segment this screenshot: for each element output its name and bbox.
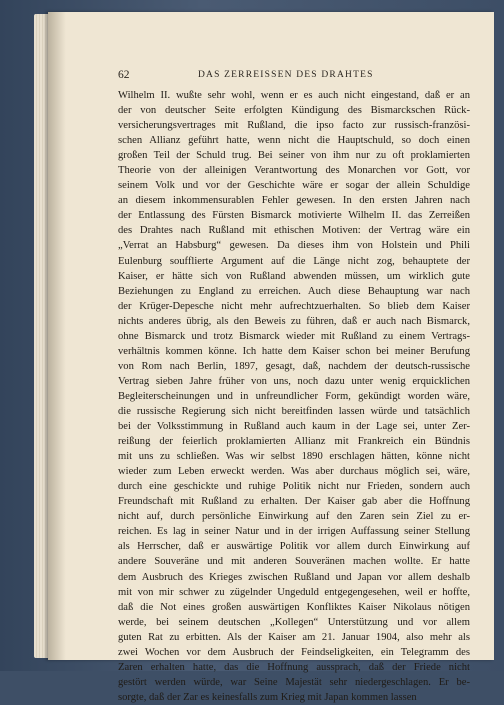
text-line: gestört werden würde, war Seine Majestät sehr niedergeschlagen. Er be- bbox=[118, 676, 470, 688]
text-line: des Drahtes nach Rußland mit ethischen Motiven: der Vertrag wäre ein bbox=[118, 225, 470, 237]
text-line: bei der Volksstimmung in Rußland auch kaum in der Lage sei, unter Zer- bbox=[118, 421, 470, 433]
text-line: zwei Wochen vor dem Ausbruch der Feindseligkeiten, ein Telegramm des bbox=[118, 646, 470, 658]
text-line: daß die Not eines großen auswärtigen Konfliktes Kaiser Nikolaus nötigen bbox=[118, 601, 470, 613]
text-line: werde, bei seinem deutschen „Kollegen“ Unterstützung und vor allem bbox=[118, 616, 470, 628]
text-line: ohne Bismarck und trotz Bismarck wieder mit Rußland zu einem Vertrags- bbox=[118, 330, 470, 342]
text-line: Beziehungen zu England zu erreichen. Auch diese Behauptung war nach bbox=[118, 285, 470, 297]
text-line: großen Teil der Schuld trug. Bei seiner von ihm nur zu oft proklamierten bbox=[118, 150, 470, 162]
page-number: 62 bbox=[118, 69, 130, 81]
text-line: mit von mir schwer zu zügelnder Ungeduld entgegengesehen, weil er hoffte, bbox=[118, 586, 470, 598]
text-line: versicherungsvertrages mit Rußland, die ipso facto zur russisch-französi- bbox=[118, 120, 470, 132]
text-line: reißung der feierlich proklamierten Allianz mit Frankreich ein Bündnis bbox=[118, 436, 470, 448]
text-line: guten Rat zu erbitten. Als der Kaiser am 21. Januar 1904, also mehr als bbox=[118, 631, 470, 643]
body-text bbox=[118, 88, 470, 705]
text-line: der von deutscher Seite erfolgten Kündigung des Bismarckschen Rück- bbox=[118, 105, 470, 117]
text-line: Wilhelm II. wußte sehr wohl, wenn er es auch nicht eingestand, daß er an bbox=[118, 90, 470, 101]
text-line: als Herrscher, daß er auswärtige Politik vor allem durch Einwirkung auf bbox=[118, 541, 470, 553]
text-line: „Verrat an Habsburg“ gewesen. Da dieses ihm von Holstein und Phili bbox=[118, 240, 470, 252]
text-line: Vertrag sieben Jahre früher von uns, noch dazu unter wenig erquicklichen bbox=[118, 375, 470, 387]
running-title: DAS ZERREISSEN DES DRAHTES bbox=[198, 70, 374, 80]
text-line: dem Ausbruch des Krieges zwischen Rußland und Japan vor allem deshalb bbox=[118, 571, 470, 583]
text-line: verhältnis kommen könne. Ich hatte dem Kaiser schon bei meiner Berufung bbox=[118, 345, 470, 357]
gutter-shadow bbox=[48, 12, 66, 660]
text-line: die russische Regierung sich nicht bereitfinden lassen würde und tatsächlich bbox=[118, 405, 470, 417]
text-line: Freundschaft mit Rußland zu erhalten. Der Kaiser gab aber die Hoffnung bbox=[118, 496, 470, 508]
text-line: der Krüger-Depesche nicht mehr aufrechtzuerhalten. So blieb dem Kaiser bbox=[118, 300, 470, 312]
text-line: sorgte, daß der Zar es keinesfalls zum Krieg mit Japan kommen lassen bbox=[118, 691, 417, 703]
text-line: Kaiser, er hätte sich von Rußland abwenden müssen, um wirklich gute bbox=[118, 270, 470, 282]
text-line: Theorie von der alleinigen Verantwortung des Monarchen vor Gott, vor bbox=[118, 165, 470, 177]
text-line: nicht auf, durch persönliche Einwirkung auf den Zaren sein Ziel zu er- bbox=[118, 511, 470, 523]
text-line: andere Souveräne und mit anderen Souveränen machen wollte. Er hatte bbox=[118, 556, 470, 568]
text-line: der Entlassung des Fürsten Bismarck motivierte Wilhelm II. das Zerreißen bbox=[118, 210, 470, 222]
text-line: reichen. Es lag in seiner Natur und in der irrigen Auffassung seiner Stellung bbox=[118, 526, 470, 538]
page-header bbox=[118, 69, 470, 85]
text-line: Zaren erhalten hatte, das die Hoffnung aussprach, daß der Friede nicht bbox=[118, 661, 470, 673]
text-line: wieder zum Leben erweckt werden. Was aber durchaus möglich sei, wäre, bbox=[118, 466, 470, 478]
text-line: durch eine geschickte und ruhige Politik nicht nur Frieden, sondern auch bbox=[118, 481, 470, 493]
text-line: von Rom nach Berlin, 1897, gesagt, daß, nachdem der deutsch-russische bbox=[118, 360, 470, 372]
text-line: seinem Volk und vor der Geschichte wäre er sogar der allein Schuldige bbox=[118, 180, 470, 192]
text-line: nichts anderes übrig, als den Beweis zu führen, daß er auch nach Bismarck, bbox=[118, 315, 470, 327]
text-line: schen Allianz geführt hatte, wenn nicht die Hauptschuld, so doch einen bbox=[118, 135, 470, 147]
text-line: mit uns zu schließen. Was wir selbst 1890 erschlagen hätten, könne nicht bbox=[118, 451, 470, 463]
text-line: Eulenburg soufflierte Argument auf die Länge nicht zog, behauptete der bbox=[118, 255, 470, 267]
text-line: Begleiterscheinungen und in unfreundlicher Form, gekündigt worden wäre, bbox=[118, 390, 470, 402]
text-line: an diesem inkommensurablen Fehler gewesen. In den ersten Jahren nach bbox=[118, 195, 470, 207]
